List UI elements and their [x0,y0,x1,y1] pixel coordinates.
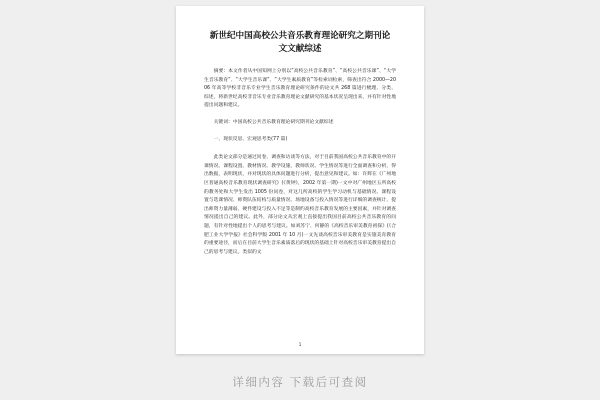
document-body [204,68,396,257]
keywords-paragraph: 关键词：中国高校公共音乐教育理论研究期刊论文献综述 [213,119,334,125]
section-body-paragraph: 此类论文部分是通过问卷、调查和访谈等方法，对于目前我国高校公共音乐教育中的开课情况、课程设置、教材情况、教学设施、教师状况、学生情况等进行全面调查和分析，得出数据，表明现状，并对现状的具体问题进行分析，提出意见和建议。如：许辉在《广州地区普通高校音乐教育现状调查研究》(《黄钟》，2002 年第一期)一文中对广州地区五所高校的教务处和大学生发出 1005 份问卷，对这几所高校的学生学习动机与基础情况、课程设置与选课情况、师资队伍结构与质量情况、场地设备与投入情况等进行详细的调查统计，提出师资力量薄弱、硬件建设与投入不足等是制约高校音乐教育发展的主要因素，并针对调查情况提出自己的建议。此外，部分论文从宏观上直接提出我国目前高校公共音乐教育的问题，有针对性地提出个人的思考与建议。如刘苏宁、何静的《高校音乐审美教育初探》(《合肥工业大学学报》社会科学版 2001 年 10 月)一文先谈高校音乐审美教育是实施美育教育的重要途径，而后在目前大学生音乐素质落后的现状的基础上针对高校音乐审美教育提出自己的思考与建议。类似的文 [204,155,396,255]
document-title: 新世纪中国高校公共音乐教育理论研究之期刊论文文献综述 [209,31,391,54]
section-heading: 一、现状反思、宏观思考类(77 篇) [213,136,288,142]
document-page [176,6,424,354]
page-number: 1 [298,343,302,348]
abstract-paragraph: 摘要：本文作者从中国知网上分别以“高校公共音乐教育”、“高校公共音乐课”、“大学生音乐教育”、“大学生音乐课”、“大学生素质教育”等检索词检索，筛查出符合 2000—2006 年高等学校非音乐专业学生音乐教育理论研究条件的论文共 268 篇进行梳理、分类、综述，将新世纪高校非音乐专业音乐教育理论文献研究的基本状况呈现出来，并有针对性地提出问题和建议。 [204,69,396,109]
download-hint: 详细内容 下载后可查阅 [232,375,368,389]
